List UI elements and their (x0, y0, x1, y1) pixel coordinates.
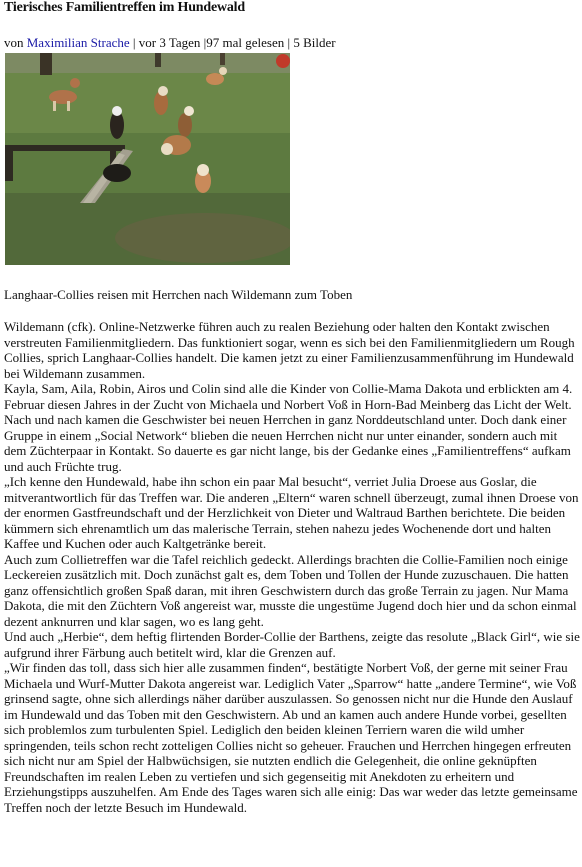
article-photo[interactable] (5, 53, 290, 265)
article-paragraph: „Wir finden das toll, dass sich hier alle zusammen finden“, bestätigte Norbert Voß, der gerne mit seiner Frau Michaela und Wurf-Mutter Dakota angereist war. Lediglich Vater „Sparrow“ hatte „andere Termine“, wie Voß grinsend sagte, ohne sich allerdings näher darüber auszulassen. So genossen nicht nur die Hunde den Auslauf im Hundewald und das Toben mit den Geschwistern. Ab und an kamen auch andere Hunde vorbei, gesellten sich problemlos zum turbulenten Spiel. Lediglich den beiden kleinen Terriern waren die wild umher springenden, teils schon recht zotteligen Collies nicht so geheuer. Frauchen und Herrchen hingegen erfreuten sich nicht nur am Spiel der Halbwüchsigen, sie nutzten endlich die Gelegenheit, die online geknüpften Freundschaften im realen Leben zu vertiefen und sich gegenseitig mit Anekdoten zu erheitern und Erziehungstipps auszuhelfen. Am Ende des Tages waren sich alle einig: Das war weder das letzte gemeinsame Treffen noch der letzte Besuch im Hundewald. (4, 660, 578, 815)
photo-illustration (5, 53, 290, 265)
dog-3 (110, 106, 124, 139)
photo-caption: Langhaar-Collies reisen mit Herrchen nach Wildemann zum Toben (4, 287, 353, 302)
article-body (4, 319, 580, 815)
author-link[interactable]: Maximilian Strache (26, 35, 130, 50)
article-paragraph: Wildemann (cfk). Online-Netzwerke führen auch zu realen Beziehung oder halten den Kontakt zwischen verstreuten Familienmitgliedern. Das funktioniert sogar, wenn es sich bei den Familienmitgliedern um Rough Collies, sprich Langhaar-Collies handelt. Die kamen jetzt zu einer Familienzusammenführung im Hundewald bei Wildemann zusammen. (4, 319, 575, 381)
meta-details: | vor 3 Tagen |97 mal gelesen | 5 Bilder (132, 35, 336, 50)
article-paragraph: Auch zum Collietreffen war die Tafel reichlich gedeckt. Allerdings brachten die Collie-Familien noch einige Leckereien zusätzlich mit. Doch zunächst galt es, dem Toben und Tollen der Hunde zuzuschauen. Die hatten ganz offensichtlich großen Spaß daran, mit ihren Geschwistern durch das große Terrain zu jagen. Nur Mama Dakota, die mit den Züchtern Voß angereist war, musste die ungestüme Jugend doch hier und da schon einmal dezent anknurren und klar sagen, wo es lang geht. (4, 551, 577, 629)
dog-6 (195, 164, 211, 193)
meta-prefix: von (4, 35, 24, 50)
article-meta (4, 35, 336, 51)
article-paragraph: „Ich kenne den Hundewald, habe ihn schon ein paar Mal besucht“, verriet Julia Droese aus Goslar, die mitverantwortlich für das Treffen war. Die anderen „Eltern“ waren schnell überzeugt, zumal ihnen Droese von der enormen Gastfreundschaft und der Herzlichkeit von Dieter und Waltraud Barthen berichtete. Die beiden kümmern sich ehrenamtlich um das malerische Terrain, stehen nahezu jedes Wochenende dort und halten Kaffee und Kuchen oder auch Kaltgetränke bereit. (4, 474, 579, 551)
article-title: Tierisches Familientreffen im Hundewald (4, 0, 245, 15)
article-paragraph: Kayla, Sam, Aila, Robin, Airos und Colin sind alle die Kinder von Collie-Mama Dakota und erblickten am 4. Februar diesen Jahres in der Zucht von Michaela und Norbert Voß in Horn-Bad Meinberg das Licht der Welt. Nach und nach kamen die Geschwister bei neuen Herrchen in ganz Norddeutschland unter. Doch dank einer Gruppe in einem „Social Network“ blieben die neuen Herrchen nicht nur unter einander, sondern auch mit dem Züchterpaar in Kontakt. So dauerte es gar nicht lange, bis der Gedanke eines „Familientreffens“ aufkam und auch Früchte trug. (4, 381, 573, 474)
article-paragraph: Und auch „Herbie“, dem heftig flirtenden Border-Collie der Barthens, zeigte das resolute „Black Girl“, wie sie aufgrund ihrer Färbung auch betitelt wird, klar die Grenzen auf. (4, 629, 580, 660)
